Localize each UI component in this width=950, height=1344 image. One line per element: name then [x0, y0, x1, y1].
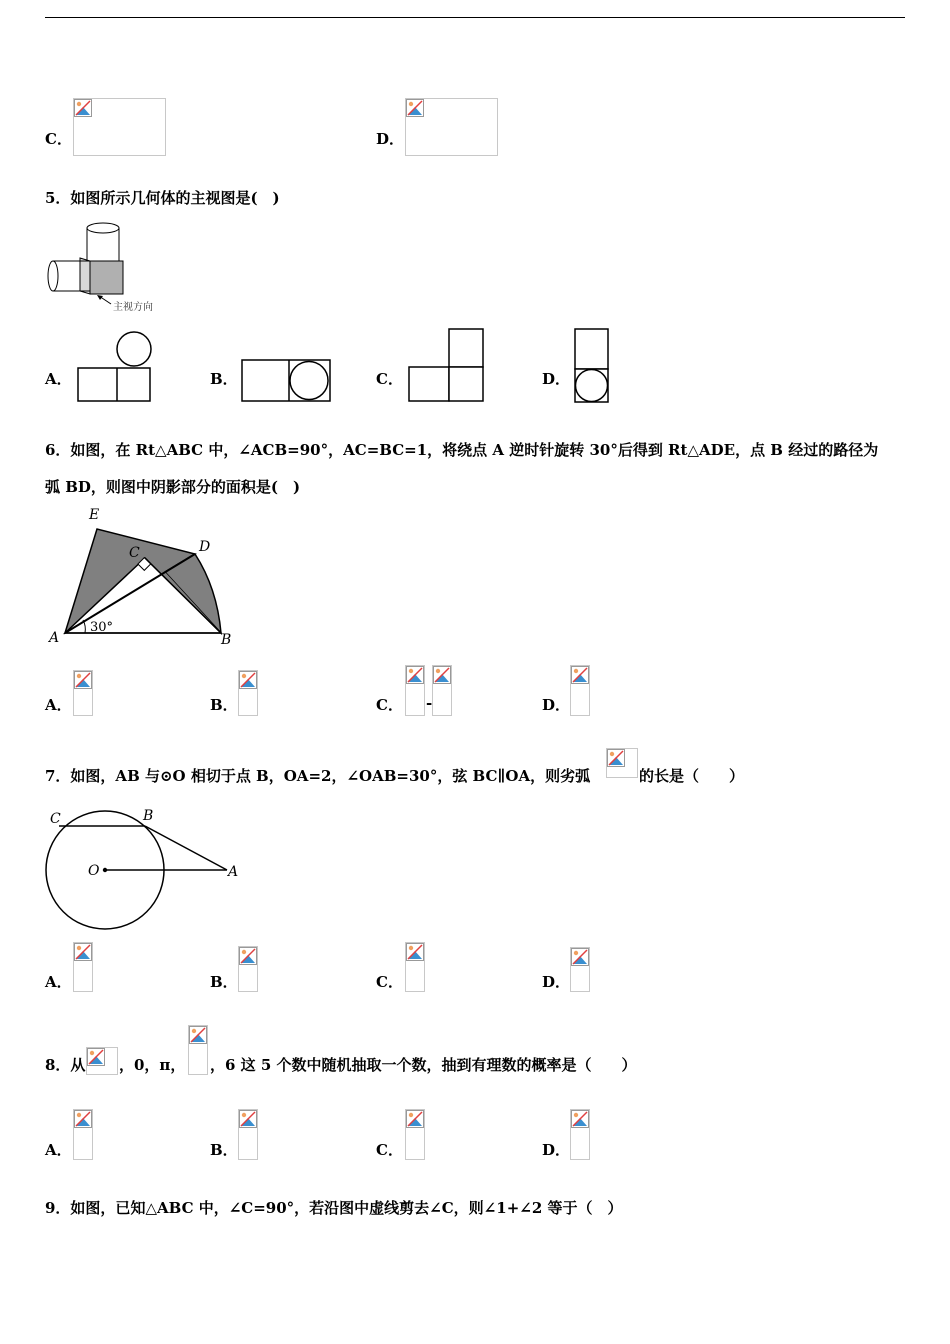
option-c-label: C．: [45, 130, 72, 148]
option-c-image: [73, 98, 166, 156]
q6-option-b-label: B．: [210, 696, 238, 714]
broken-image-icon: [87, 1048, 105, 1066]
q8-option-b-image: [238, 1109, 258, 1160]
broken-image-icon: [571, 666, 589, 684]
q5-option-a-label: A．: [45, 370, 72, 388]
q7-option-d-image: [570, 947, 590, 992]
broken-image-icon: [239, 947, 257, 965]
q8-number-image-1: [86, 1047, 118, 1075]
broken-image-icon: [74, 943, 92, 961]
q5-option-c-label: C．: [376, 370, 403, 388]
broken-image-icon: [571, 1110, 589, 1128]
q7-label-a: A: [228, 864, 239, 880]
q7-label-o: O: [88, 863, 100, 879]
broken-image-icon: [406, 99, 424, 117]
q7-option-b-image: [238, 946, 258, 992]
q7-option-c-label: C．: [376, 973, 403, 991]
q8-option-c-label: C．: [376, 1141, 403, 1159]
option-d-label: D．: [376, 130, 405, 148]
question-8-prefix: 8．从: [45, 1056, 86, 1074]
q5-option-b-figure: [240, 358, 332, 404]
q7-arc-image: [606, 748, 638, 778]
broken-image-icon: [571, 948, 589, 966]
broken-image-icon: [239, 671, 257, 689]
q6-option-d-image: [570, 665, 590, 716]
broken-image-icon: [74, 99, 92, 117]
q8-option-a-label: A．: [45, 1141, 72, 1159]
q6-angle-label: 30°: [90, 620, 114, 635]
q6-option-c-image-1: [405, 665, 425, 716]
question-5-text: 5．如图所示几何体的主视图是( ): [45, 189, 280, 207]
q6-label-e: E: [89, 508, 100, 523]
q6-label-c: C: [129, 545, 140, 561]
q6-option-a-label: A．: [45, 696, 72, 714]
q6-option-d-label: D．: [542, 696, 571, 714]
q6-option-a-image: [73, 670, 93, 716]
q5-option-b-label: B．: [210, 370, 238, 388]
q5-option-d-label: D．: [542, 370, 571, 388]
broken-image-icon: [74, 1110, 92, 1128]
q6-option-c-minus: -: [426, 694, 433, 712]
q8-option-d-label: D．: [542, 1141, 571, 1159]
question-7-text-after: 的长是（ ）: [639, 767, 745, 785]
q6-rotation-figure: [45, 508, 245, 648]
q7-circle-figure: [45, 806, 240, 934]
q7-option-d-label: D．: [542, 973, 571, 991]
question-8-part3: ，6 这 5 个数中随机抽取一个数，抽到有理数的概率是（ ）: [210, 1056, 637, 1074]
broken-image-icon: [74, 671, 92, 689]
q8-option-d-image: [570, 1109, 590, 1160]
q8-option-b-label: B．: [210, 1141, 238, 1159]
broken-image-icon: [406, 1110, 424, 1128]
q7-option-b-label: B．: [210, 973, 238, 991]
header-rule: [45, 17, 905, 18]
q5-solid-figure: [45, 218, 170, 318]
q8-option-a-image: [73, 1109, 93, 1160]
q7-label-b: B: [143, 808, 154, 824]
question-9-text: 9．如图，已知△ABC 中，∠C=90°，若沿图中虚线剪去∠C，则∠1+∠2 等于（ ）: [45, 1199, 623, 1217]
broken-image-icon: [406, 666, 424, 684]
broken-image-icon: [607, 749, 625, 767]
q5-option-a-figure: [76, 330, 154, 404]
broken-image-icon: [189, 1026, 207, 1044]
question-6-text-line1: 6．如图，在 Rt△ABC 中，∠ACB=90°，AC=BC=1，将绕点 A 逆时针旋转 30°后得到 Rt△ADE，点 B 经过的路径为: [45, 441, 879, 459]
question-6-text-line2: 弧 BD，则图中阴影部分的面积是( ): [45, 478, 301, 496]
q6-label-d: D: [199, 539, 211, 555]
broken-image-icon: [406, 943, 424, 961]
q6-option-c-label: C．: [376, 696, 403, 714]
q7-label-c: C: [50, 811, 61, 827]
q8-number-image-2: [188, 1025, 208, 1075]
question-8-part2: ，0，π，: [119, 1056, 186, 1074]
question-7-text-before: 7．如图，AB 与⊙O 相切于点 B，OA=2，∠OAB=30°，弦 BC∥OA，则劣弧: [45, 767, 591, 785]
q6-option-b-image: [238, 670, 258, 716]
q7-option-a-image: [73, 942, 93, 992]
q5-option-c-figure: [406, 327, 486, 405]
broken-image-icon: [433, 666, 451, 684]
q7-option-a-label: A．: [45, 973, 72, 991]
q6-option-c-image-2: [432, 665, 452, 716]
q5-view-direction-label: 主视方向: [113, 302, 153, 313]
broken-image-icon: [239, 1110, 257, 1128]
q6-label-a: A: [49, 630, 60, 646]
option-d-image: [405, 98, 498, 156]
q7-option-c-image: [405, 942, 425, 992]
q6-label-b: B: [221, 632, 232, 648]
q5-option-d-figure: [572, 327, 612, 405]
q8-option-c-image: [405, 1109, 425, 1160]
